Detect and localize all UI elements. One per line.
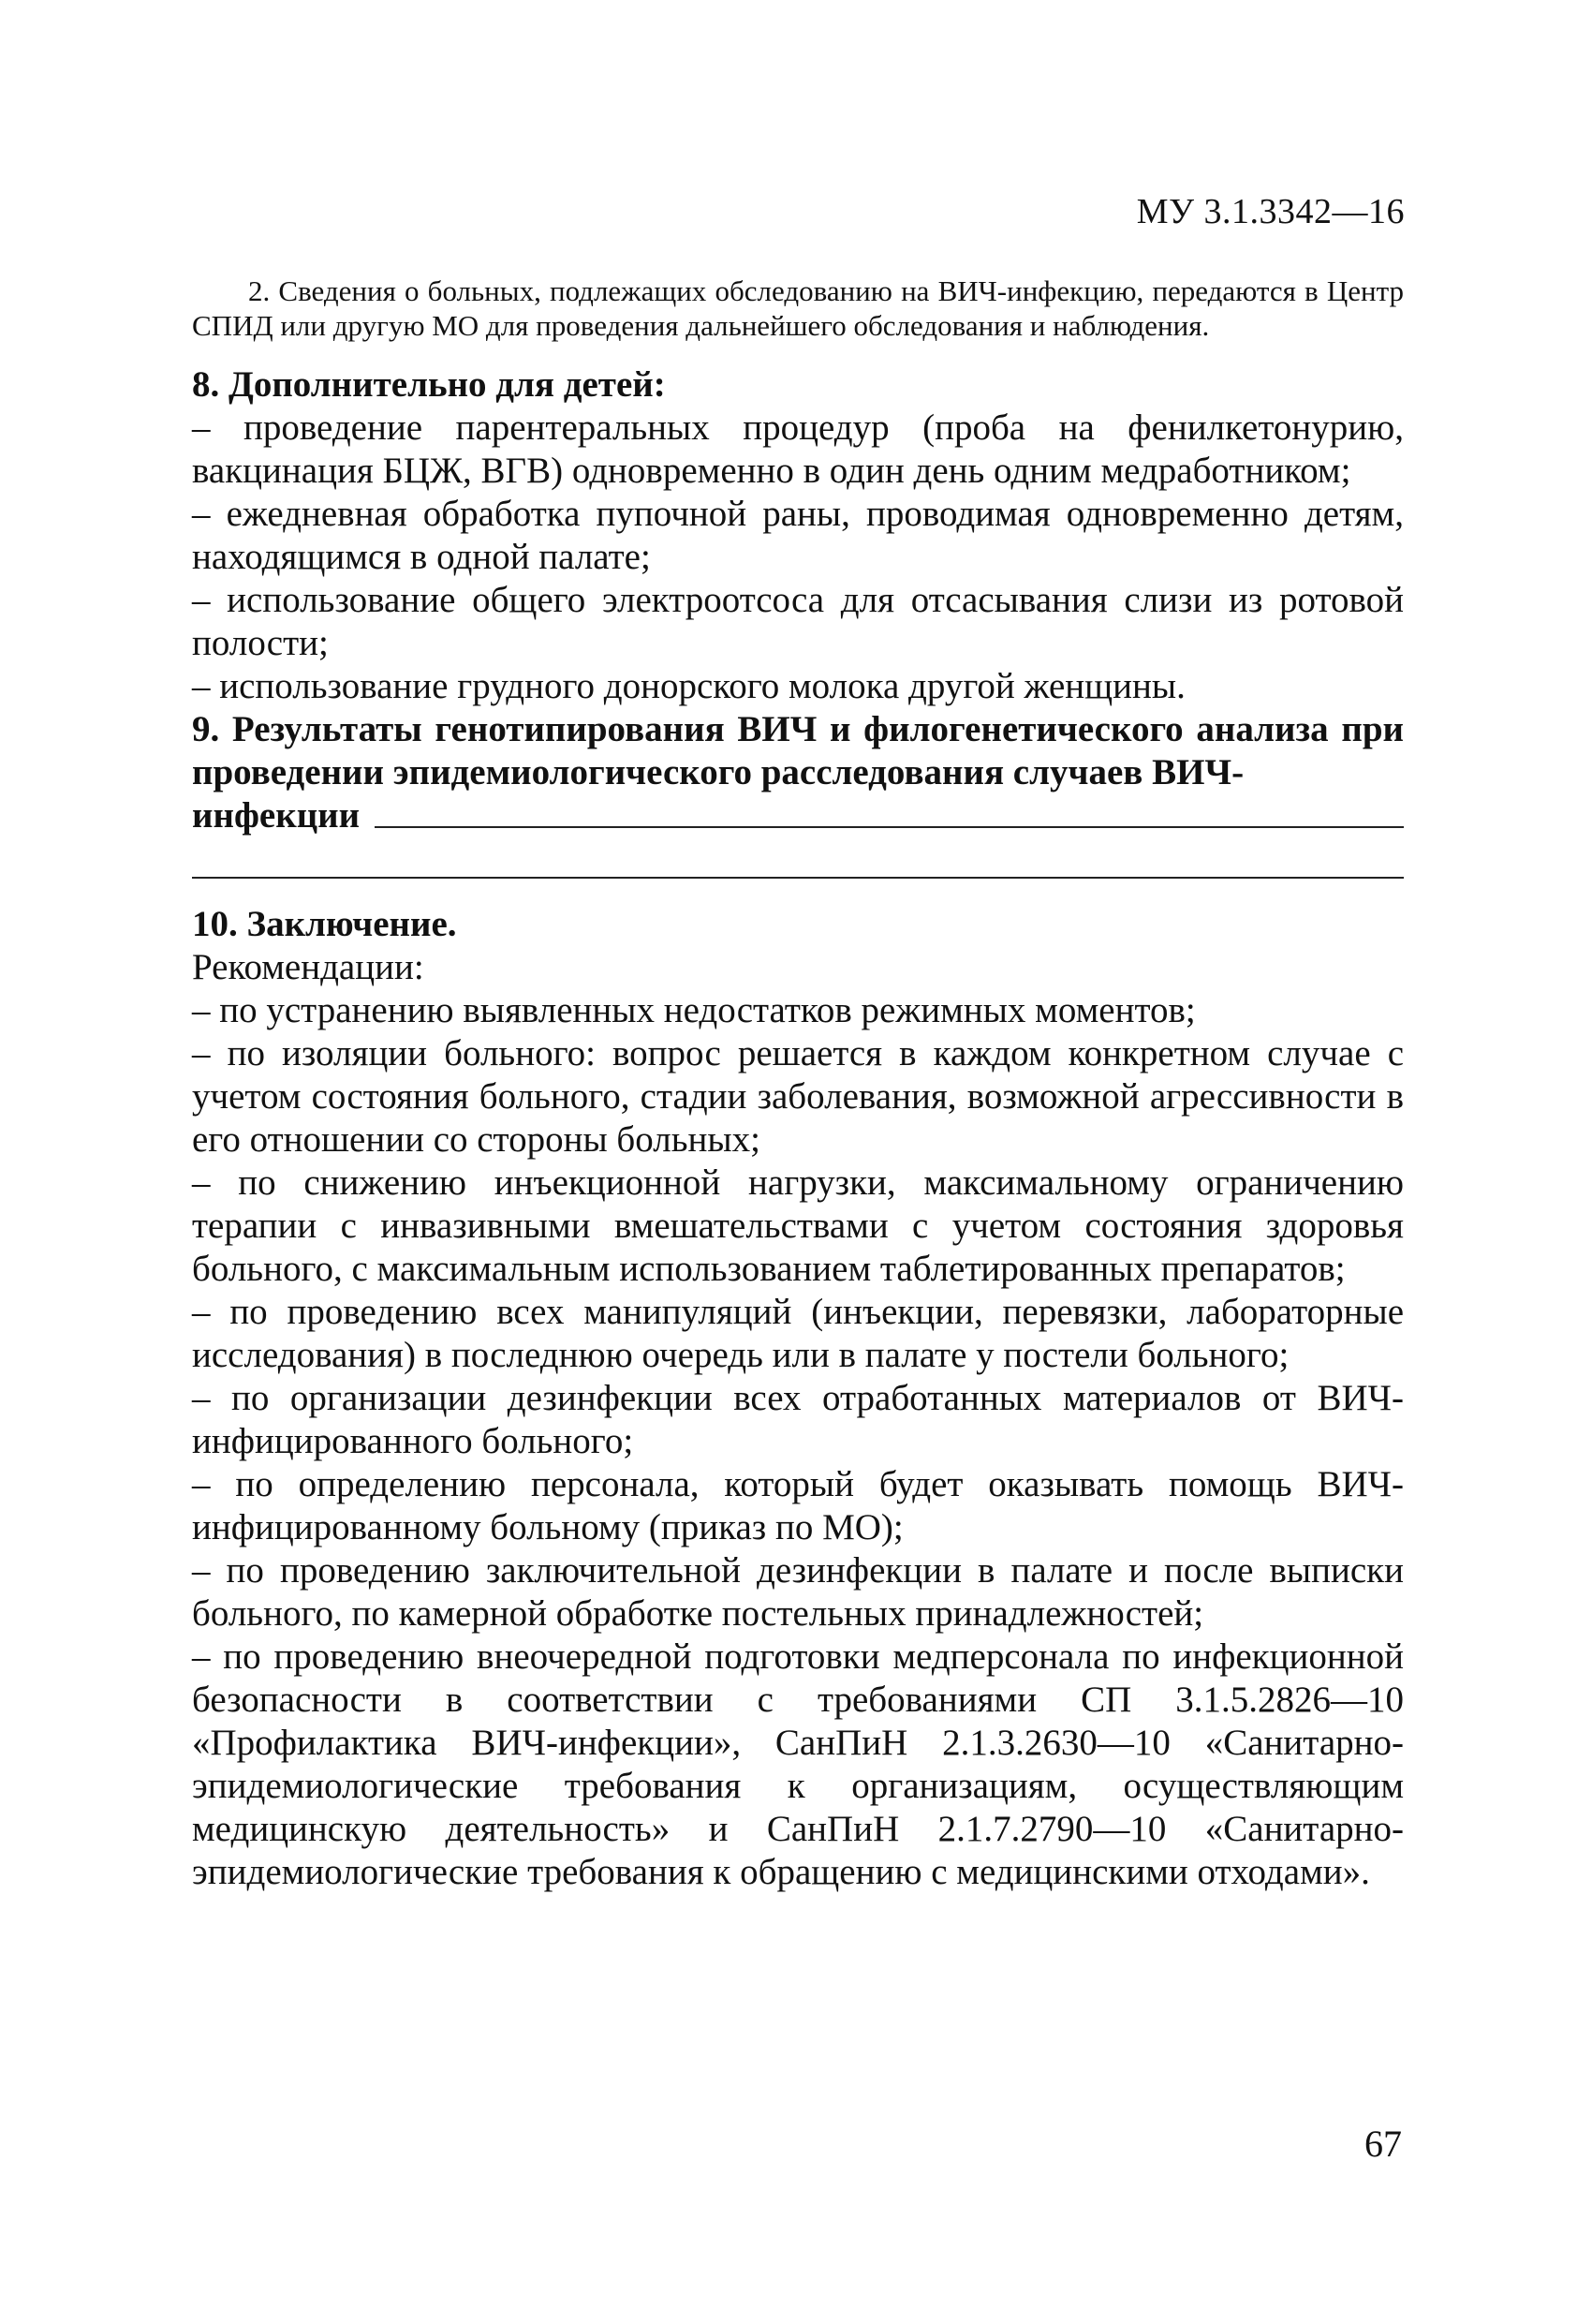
section-9-title-end: инфекции — [192, 795, 361, 836]
section-10-title: 10. Заключение. — [192, 904, 457, 944]
section-10-subtitle: Рекомендации: — [192, 947, 424, 987]
recommendation-item: – по снижению инъекционной нагрузки, максимальному ограничению терапии с инвазивными вмешательствами с учетом состояния здоровья больного, с максимальным использованием таблетированных препаратов; — [192, 1162, 1404, 1289]
recommendation-item: – по проведению всех манипуляций (инъекции, перевязки, лабораторные исследования) в последнюю очередь или в палате у постели больного; — [192, 1292, 1404, 1375]
section-8-item: – ежедневная обработка пупочной раны, проводимая одновременно детям, находящимся в одной палате; — [192, 494, 1404, 577]
section-10 — [192, 903, 1404, 1894]
section-9 — [192, 708, 1404, 879]
page-number: 67 — [1364, 2123, 1402, 2165]
document-code: МУ 3.1.3342—16 — [1136, 192, 1405, 231]
note-paragraph: 2. Сведения о больных, подлежащих обследованию на ВИЧ-инфекцию, передаются в Центр СПИД или другую МО для проведения дальнейшего обследования и наблюдения. — [192, 274, 1404, 342]
recommendation-item: – по определению персонала, который будет оказывать помощь ВИЧ-инфицированному больному (приказ по МО); — [192, 1464, 1404, 1547]
blank-underline — [375, 826, 1404, 828]
section-8-item: – проведение парентеральных процедур (проба на фенилкетонурию, вакцинация БЦЖ, ВГВ) одновременно в один день одним медработником; — [192, 407, 1404, 491]
recommendation-item: – по организации дезинфекции всех отработанных материалов от ВИЧ-инфицированного больного; — [192, 1378, 1404, 1461]
section-8-item: – использование грудного донорского молока другой женщины. — [192, 666, 1186, 706]
recommendation-item: – по проведению внеочередной подготовки медперсонала по инфекционной безопасности в соответствии с требованиями СП 3.1.5.2826—10 «Профилактика ВИЧ-инфекции», СанПиН 2.1.3.2630—10 «Санитарно-эпидемиологические требования к организациям, осуществляющим медицинскую деятельность» и СанПиН 2.1.7.2790—10 «Санитарно-эпидемиологические требования к обращению с медицинскими отходами». — [192, 1636, 1404, 1892]
page-body — [192, 274, 1404, 1894]
section-8-item: – использование общего электроотсоса для отсасывания слизи из ротовой полости; — [192, 580, 1404, 663]
section-9-title: 9. Результаты генотипирования ВИЧ и филогенетического анализа при проведении эпидемиологического расследования случаев ВИЧ- — [192, 709, 1404, 792]
section-8-title: 8. Дополнительно для детей: — [192, 364, 666, 405]
recommendation-item: – по устранению выявленных недостатков режимных моментов; — [192, 990, 1196, 1030]
recommendation-item: – по проведению заключительной дезинфекции в палате и после выписки больного, по камерной обработке постельных принадлежностей; — [192, 1550, 1404, 1634]
blank-full-line — [192, 877, 1404, 879]
recommendation-item: – по изоляции больного: вопрос решается в каждом конкретном случае с учетом состояния больного, стадии заболевания, возможной агрессивности в его отношении со стороны больных; — [192, 1033, 1404, 1160]
section-8 — [192, 363, 1404, 708]
section-9-fill-line — [192, 794, 1404, 837]
